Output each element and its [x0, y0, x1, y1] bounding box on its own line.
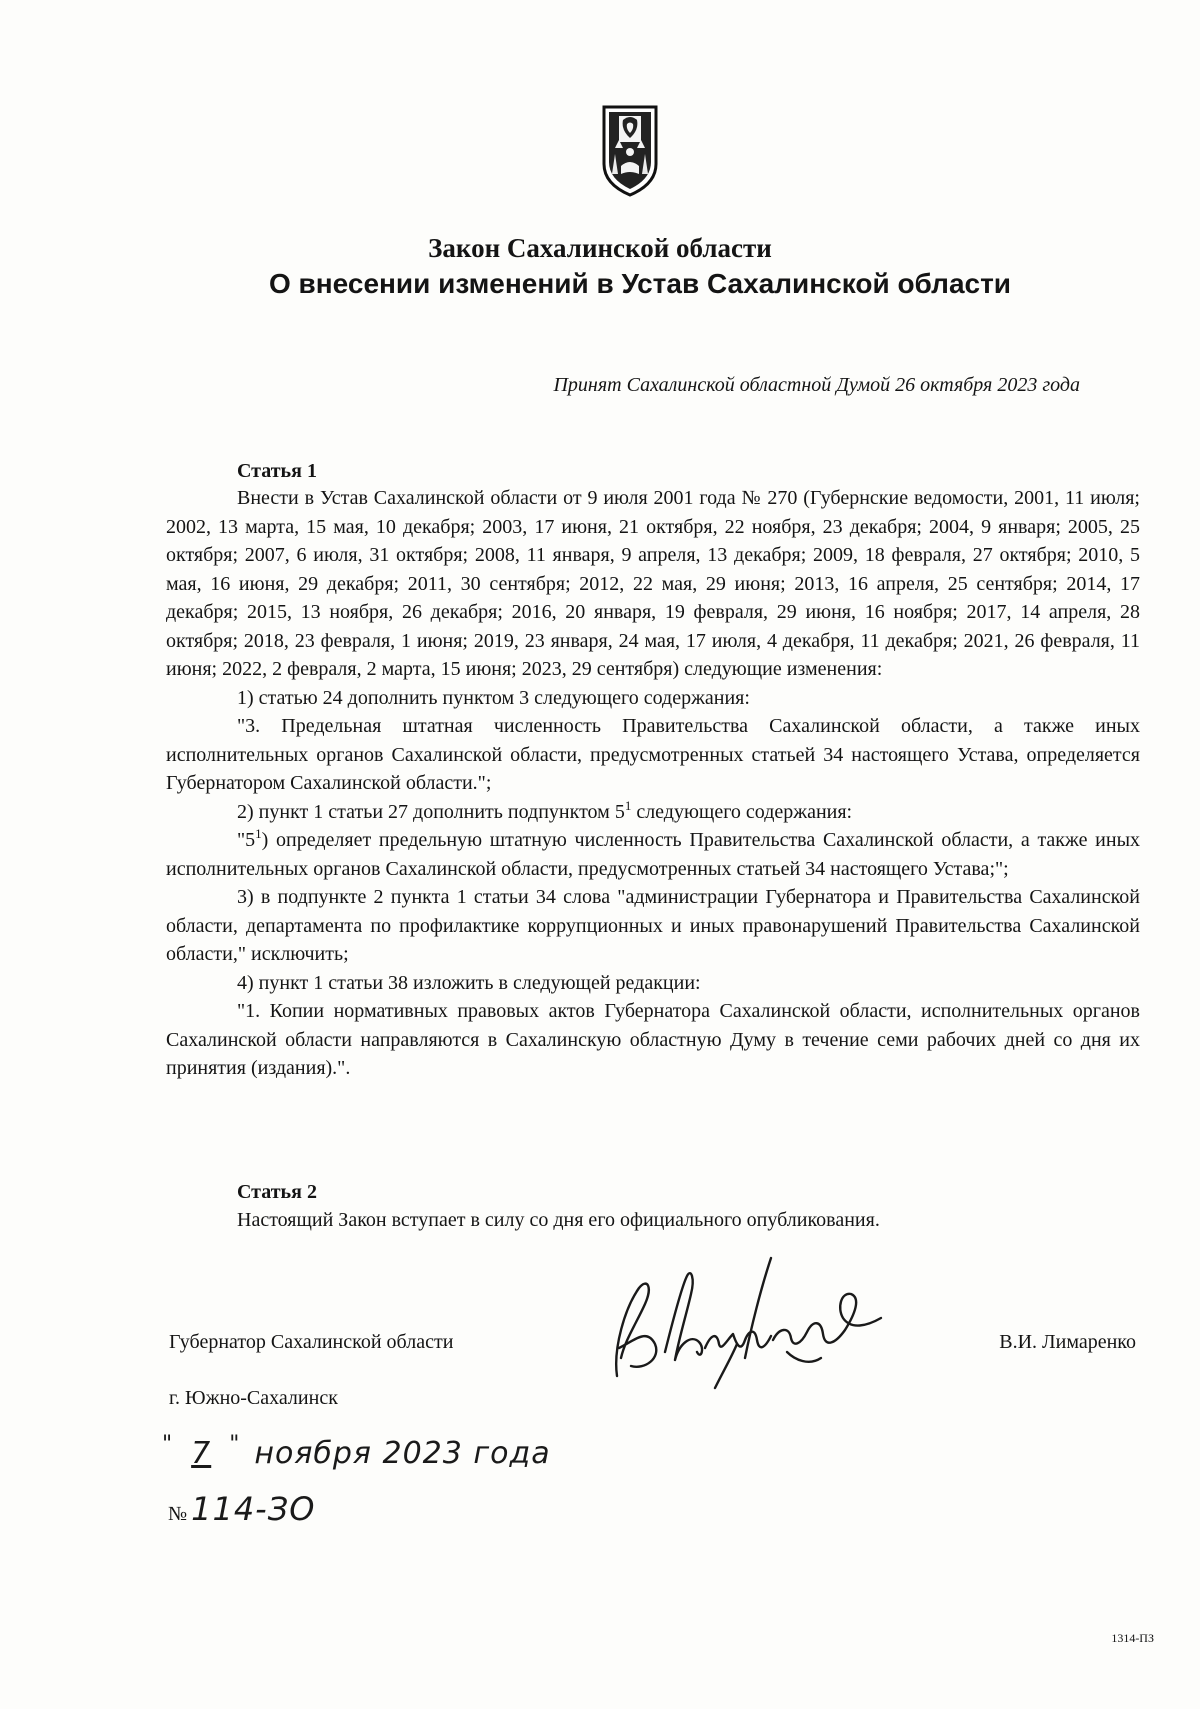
- item-4-quoted-text: "1. Копии нормативных правовых актов Губернатора Сахалинской области, исполнительных органов Сахалинской области направляются в Сахалинскую областную Думу в течение семи рабочих дней со дня их принятия (издания).".: [166, 1000, 1140, 1079]
- item-2-quoted-text: [166, 826, 1140, 883]
- item-1-instruction: 1) статью 24 дополнить пунктом 3 следующего содержания:: [237, 686, 750, 709]
- item-1-quoted-text: "3. Предельная штатная численность Правительства Сахалинской области, а также иных исполнительных органов Сахалинской области, предусмотренных статьей 34 настоящего Устава, определяется Губернатором Сахалинской области.";: [166, 715, 1140, 794]
- item-2-quote-superscript: 1: [255, 826, 262, 841]
- number-sign: №: [168, 1503, 188, 1525]
- item-2-superscript: 1: [624, 797, 632, 813]
- article-1-heading: Статья 1: [237, 460, 317, 482]
- law-number-value: 114-ЗО: [191, 1490, 316, 1528]
- item-2-text-a: 2) пункт 1 статьи 27 дополнить подпунктом 5: [237, 800, 625, 823]
- item-2-quote-rest: ) определяет предельную штатную численность Правительства Сахалинской области, а также иных исполнительных органов Сахалинской области, предусмотренных статьей 34 настоящего Устава;";: [166, 829, 1140, 880]
- handwritten-signature: [595, 1248, 895, 1398]
- law-number: [168, 1490, 315, 1528]
- adoption-note: Принят Сахалинской областной Думой 26 октября 2023 года: [553, 374, 1080, 396]
- item-2-text-b: следующего содержания:: [631, 800, 853, 823]
- date-month-year: ноября 2023 года: [254, 1436, 551, 1471]
- date-day: 7: [191, 1436, 212, 1471]
- signatory-position: Губернатор Сахалинской области: [169, 1331, 454, 1353]
- document-code: 1314-ПЗ: [1111, 1631, 1154, 1645]
- article-1-intro: Внести в Устав Сахалинской области от 9 июля 2001 года № 270 (Губернские ведомости, 2001, 11 июля; 2002, 13 марта, 15 мая, 10 декабря; 2003, 17 июня, 21 октября, 22 ноября, 23 декабря; 2004, 9 января; 2005, 25 октября; 2007, 6 июля, 31 октября; 2008, 11 января, 9 апреля, 13 декабря; 2009, 18 февраля, 27 октября; 2010, 5 мая, 16 июня, 29 декабря; 2011, 30 сентября; 2012, 22 мая, 29 июня; 2013, 16 апреля, 25 сентября; 2014, 17 декабря; 2015, 13 ноября, 26 декабря; 2016, 20 января, 19 февраля, 29 июня, 16 ноября; 2017, 14 апреля, 28 октября; 2018, 23 февраля, 1 июня; 2019, 23 января, 24 мая, 17 июля, 4 декабря, 11 декабря; 2021, 26 февраля, 11 июня; 2022, 2 февраля, 2 марта, 15 июня; 2023, 29 сентября) следующие изменения:: [166, 487, 1140, 680]
- article-1-body: [166, 484, 1140, 1083]
- coat-of-arms-emblem: [601, 104, 659, 198]
- article-2-heading: Статья 2: [237, 1181, 317, 1203]
- article-2-body: [166, 1206, 1140, 1235]
- item-4-instruction: 4) пункт 1 статьи 38 изложить в следующей редакции:: [237, 971, 701, 994]
- item-3-instruction: 3) в подпункте 2 пункта 1 статьи 34 слова "администрации Губернатора и Правительства Сахалинской области, департамента по профилактике коррупционных и иных правонарушений Правительства Сахалинской области," исключить;: [166, 886, 1140, 965]
- signing-date: " 7 " ноября 2023 года: [162, 1432, 551, 1471]
- signatory-name: В.И. Лимаренко: [999, 1331, 1136, 1353]
- law-subject-title: О внесении изменений в Устав Сахалинской области: [268, 268, 1012, 299]
- city: г. Южно-Сахалинск: [169, 1387, 338, 1409]
- law-title: Закон Сахалинской области: [428, 233, 772, 263]
- article-2-text: Настоящий Закон вступает в силу со дня его официального опубликования.: [237, 1209, 880, 1231]
- item-2-instruction: [166, 798, 1140, 827]
- item-2-quote-open: "5: [237, 829, 256, 851]
